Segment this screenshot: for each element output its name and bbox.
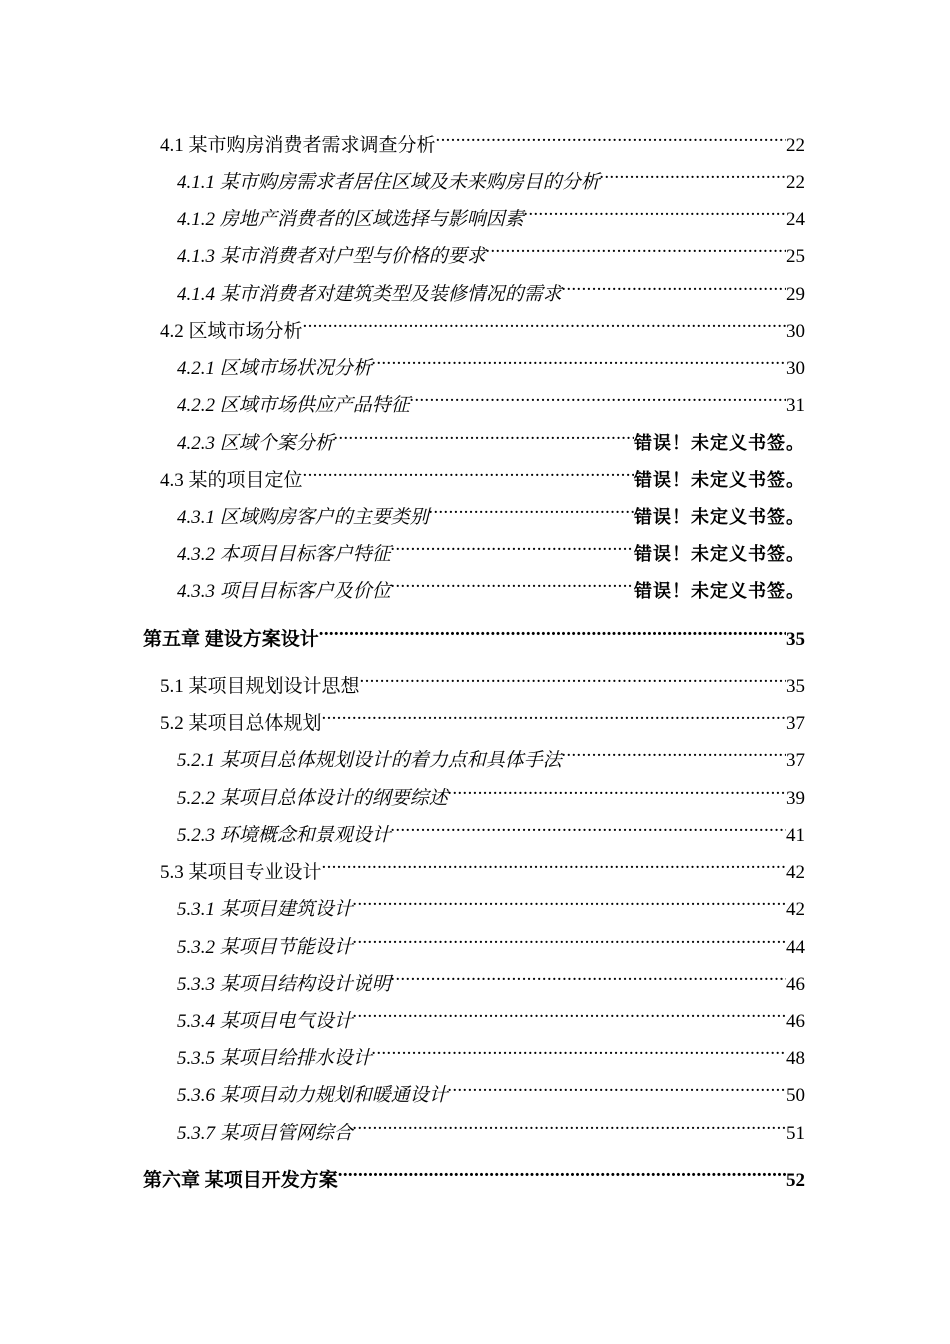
toc-entry-page: 35: [786, 676, 805, 697]
toc-entry-page: 51: [786, 1123, 805, 1144]
toc-entry-title: 5.3.4 某项目电气设计: [177, 1011, 353, 1032]
toc-entry-title: 4.3.2 本项目目标客户特征: [177, 544, 391, 565]
toc-entry-page-error: 错误！未定义书签。: [634, 470, 805, 491]
toc-entry-5-3[interactable]: [160, 848, 805, 883]
toc-entry-page: 37: [786, 750, 805, 771]
dot-leader: [353, 885, 786, 915]
toc-entry-4-3[interactable]: [160, 456, 805, 491]
toc-entry-title: 4.2.1 区域市场状况分析: [177, 358, 372, 379]
toc-entry-title: 4.3 某的项目定位: [160, 470, 303, 491]
toc-entry-title: 5.2 某项目总体规划: [160, 713, 322, 734]
toc-entry-page: 44: [786, 937, 805, 958]
toc-entry-page: 39: [786, 788, 805, 809]
toc-entry-title: 5.3.2 某项目节能设计: [177, 937, 353, 958]
toc-entry-5-2-1[interactable]: [177, 736, 805, 771]
toc-entry-5-2-2[interactable]: [177, 774, 805, 809]
dot-leader: [448, 774, 786, 804]
toc-entry-page-error: 错误！未定义书签。: [634, 433, 805, 454]
dot-leader: [391, 811, 786, 841]
dot-leader: [322, 699, 786, 729]
toc-entry-page: 24: [786, 209, 805, 230]
toc-entry-4-2-1[interactable]: [177, 344, 805, 379]
toc-entry-page: 50: [786, 1085, 805, 1106]
toc-entry-4-3-2[interactable]: [177, 530, 805, 565]
dot-leader: [391, 567, 634, 597]
toc-entry-title: 5.3.1 某项目建筑设计: [177, 899, 353, 920]
toc-entry-page: 22: [786, 172, 805, 193]
toc-entry-title: 4.1.1 某市购房需求者居住区域及未来购房目的分析: [177, 172, 600, 193]
dot-leader: [486, 232, 786, 262]
dot-leader: [360, 662, 786, 692]
toc-entry-5-2-3[interactable]: [177, 811, 805, 846]
toc-entry-4-2[interactable]: [160, 307, 805, 342]
toc-entry-page: 30: [786, 321, 805, 342]
toc-entry-title: 4.1.4 某市消费者对建筑类型及装修情况的需求: [177, 284, 562, 305]
toc-entry-4-3-1[interactable]: [177, 493, 805, 528]
toc-entry-title: 4.1 某市购房消费者需求调查分析: [160, 135, 436, 156]
toc-entry-page: 42: [786, 899, 805, 920]
toc-entry-5-3-7[interactable]: [177, 1109, 805, 1144]
toc-entry-4-1-2[interactable]: [177, 195, 805, 230]
toc-entry-page: 31: [786, 395, 805, 416]
toc-entry-page: 46: [786, 1011, 805, 1032]
toc-entry-5-3-4[interactable]: [177, 997, 805, 1032]
dot-leader: [372, 344, 786, 374]
toc-chapter-title: 第六章 某项目开发方案: [143, 1170, 338, 1191]
dot-leader: [353, 997, 786, 1027]
dot-leader: [391, 530, 634, 560]
toc-entry-page-error: 错误！未定义书签。: [634, 507, 805, 528]
dot-leader: [334, 419, 634, 449]
toc-entry-5-3-3[interactable]: [177, 960, 805, 995]
toc-entry-4-1[interactable]: [160, 121, 805, 156]
dot-leader: [353, 1109, 786, 1139]
toc-chapter-5[interactable]: [143, 615, 805, 650]
dot-leader: [410, 381, 786, 411]
toc-entry-title: 5.3 某项目专业设计: [160, 862, 322, 883]
dot-leader: [353, 923, 786, 953]
dot-leader: [600, 158, 786, 188]
toc-entry-title: 5.3.5 某项目给排水设计: [177, 1048, 372, 1069]
dot-leader: [322, 848, 786, 878]
toc-entry-title: 4.1.3 某市消费者对户型与价格的要求: [177, 246, 486, 267]
toc-entry-5-3-5[interactable]: [177, 1034, 805, 1069]
dot-leader: [303, 307, 786, 337]
toc-entry-title: 5.2.3 环境概念和景观设计: [177, 825, 391, 846]
toc-entry-page: 52: [786, 1170, 805, 1191]
toc-entry-page: 41: [786, 825, 805, 846]
toc-entry-4-1-4[interactable]: [177, 270, 805, 305]
toc-entry-5-1[interactable]: [160, 662, 805, 697]
toc-entry-page-error: 错误！未定义书签。: [634, 581, 805, 602]
toc-entry-title: 4.3.1 区域购房客户的主要类别: [177, 507, 429, 528]
dot-leader: [562, 270, 786, 300]
toc-entry-5-3-6[interactable]: [177, 1071, 805, 1106]
toc-entry-title: 4.2.2 区域市场供应产品特征: [177, 395, 410, 416]
toc-entry-4-2-3[interactable]: [177, 419, 805, 454]
dot-leader: [303, 456, 634, 486]
toc-entry-page: 30: [786, 358, 805, 379]
toc-entry-4-3-3[interactable]: [177, 567, 805, 602]
toc-entry-4-1-3[interactable]: [177, 232, 805, 267]
toc-entry-title: 5.3.7 某项目管网综合: [177, 1123, 353, 1144]
dot-leader: [429, 493, 634, 523]
toc-entry-title: 5.3.6 某项目动力规划和暖通设计: [177, 1085, 448, 1106]
toc-entry-title: 4.1.2 房地产消费者的区域选择与影响因素: [177, 209, 524, 230]
toc-entry-4-2-2[interactable]: [177, 381, 805, 416]
dot-leader: [448, 1071, 786, 1101]
toc-entry-title: 5.2.1 某项目总体规划设计的着力点和具体手法: [177, 750, 562, 771]
toc-entry-5-2[interactable]: [160, 699, 805, 734]
toc-entry-page: 29: [786, 284, 805, 305]
toc-entry-page-error: 错误！未定义书签。: [634, 544, 805, 565]
dot-leader: [338, 1156, 786, 1186]
dot-leader: [391, 960, 786, 990]
toc-entry-title: 4.2 区域市场分析: [160, 321, 303, 342]
dot-leader: [562, 736, 786, 766]
dot-leader: [319, 615, 786, 645]
dot-leader: [524, 195, 786, 225]
toc-entry-5-3-2[interactable]: [177, 923, 805, 958]
toc-entry-page: 22: [786, 135, 805, 156]
toc-entry-5-3-1[interactable]: [177, 885, 805, 920]
toc-entry-title: 4.2.3 区域个案分析: [177, 433, 334, 454]
toc-entry-title: 5.3.3 某项目结构设计说明: [177, 974, 391, 995]
toc-entry-page: 25: [786, 246, 805, 267]
toc-entry-title: 4.3.3 项目目标客户及价位: [177, 581, 391, 602]
dot-leader: [436, 121, 786, 151]
toc-entry-title: 5.2.2 某项目总体设计的纲要综述: [177, 788, 448, 809]
toc-entry-title: 5.1 某项目规划设计思想: [160, 676, 360, 697]
dot-leader: [372, 1034, 786, 1064]
toc-entry-page: 46: [786, 974, 805, 995]
toc-entry-page: 48: [786, 1048, 805, 1069]
toc-entry-page: 35: [786, 629, 805, 650]
toc-entry-4-1-1[interactable]: [177, 158, 805, 193]
toc-entry-page: 42: [786, 862, 805, 883]
toc-entry-page: 37: [786, 713, 805, 734]
toc-chapter-title: 第五章 建设方案设计: [143, 629, 319, 650]
toc-chapter-6[interactable]: [143, 1156, 805, 1191]
